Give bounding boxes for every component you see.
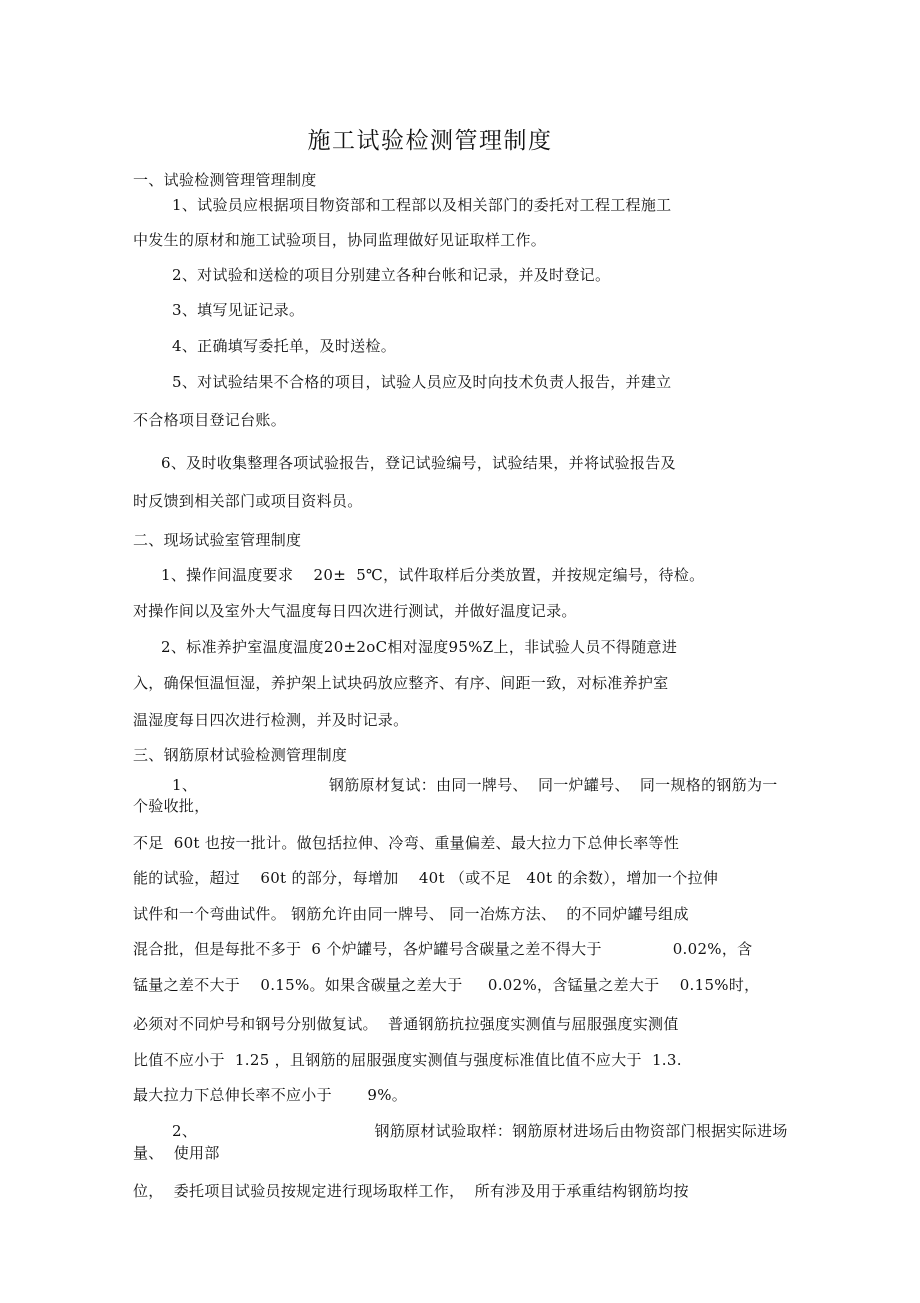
paragraph-line: 4、正确填写委托单，及时送检。	[172, 337, 397, 355]
paragraph-line: 比值不应小于 1.25 ，且钢筋的屈服强度实测值与强度标准值比值不应大于 1.3.	[133, 1051, 682, 1069]
section-heading-1: 一、试验检测管理管理制度	[133, 171, 317, 189]
paragraph-line: 6、及时收集整理各项试验报告，登记试验编号，试验结果，并将试验报告及	[161, 454, 676, 472]
paragraph-line: 对操作间以及室外大气温度每日四次进行测试，并做好温度记录。	[133, 602, 577, 620]
paragraph-line: 5、对试验结果不合格的项目，试验人员应及时向技术负责人报告，并建立	[172, 373, 672, 391]
paragraph-line: 中发生的原材和施工试验项目，协同监理做好见证取样工作。	[133, 231, 547, 249]
paragraph-line: 2、对试验和送检的项目分别建立各种台帐和记录，并及时登记。	[172, 266, 611, 284]
paragraph-line: 个验收批，	[133, 797, 210, 815]
section-heading-2: 二、现场试验室管理制度	[133, 531, 302, 549]
paragraph-line: 2、 钢筋原材试验取样：钢筋原材进场后由物资部门根据实际进场	[172, 1122, 788, 1140]
paragraph-line: 3、填写见证记录。	[172, 301, 305, 319]
paragraph-line: 能的试验，超过 60t 的部分，每增加 40t （或不足 40t 的余数），增加一个拉伸	[133, 869, 719, 887]
paragraph-line: 不足 60t 也按一批计。做包括拉伸、冷弯、重量偏差、最大拉力下总伸长率等性	[133, 834, 680, 852]
paragraph-line: 混合批，但是每批不多于 6 个炉罐号，各炉罐号含碳量之差不得大于 0.02%，含	[133, 940, 753, 958]
paragraph-line: 量、 使用部	[133, 1144, 220, 1162]
section-heading-3: 三、钢筋原材试验检测管理制度	[133, 746, 348, 764]
paragraph-line: 锰量之差不大于 0.15%。如果含碳量之差大于 0.02%，含锰量之差大于 0.15%时，	[133, 976, 760, 994]
paragraph-line: 1、 钢筋原材复试：由同一牌号、 同一炉罐号、 同一规格的钢筋为一	[172, 776, 778, 794]
paragraph-line: 2、标准养护室温度温度20±2oC相对湿度95%Z上，非试验人员不得随意进	[161, 638, 678, 656]
paragraph-line: 最大拉力下总伸长率不应小于 9%。	[133, 1086, 408, 1104]
paragraph-line: 时反馈到相关部门或项目资料员。	[133, 492, 363, 510]
paragraph-line: 入，确保恒温恒湿，养护架上试块码放应整齐、有序、间距一致，对标准养护室	[133, 674, 669, 692]
paragraph-line: 1、试验员应根据项目物资部和工程部以及相关部门的委托对工程工程施工	[172, 196, 672, 214]
paragraph-line: 1、操作间温度要求 20± 5℃，试件取样后分类放置，并按规定编号，待检。	[161, 566, 705, 584]
paragraph-line: 试件和一个弯曲试件。 钢筋允许由同一牌号、 同一冶炼方法、 的不同炉罐号组成	[133, 905, 689, 923]
paragraph-line: 位， 委托项目试验员按规定进行现场取样工作， 所有涉及用于承重结构钢筋均按	[133, 1182, 689, 1200]
document-title: 施工试验检测管理制度	[307, 128, 553, 154]
paragraph-line: 必须对不同炉号和钢号分别做复试。 普通钢筋抗拉强度实测值与屈服强度实测值	[133, 1015, 679, 1033]
paragraph-line: 温湿度每日四次进行检测，并及时记录。	[133, 711, 409, 729]
paragraph-line: 不合格项目登记台账。	[133, 411, 287, 429]
